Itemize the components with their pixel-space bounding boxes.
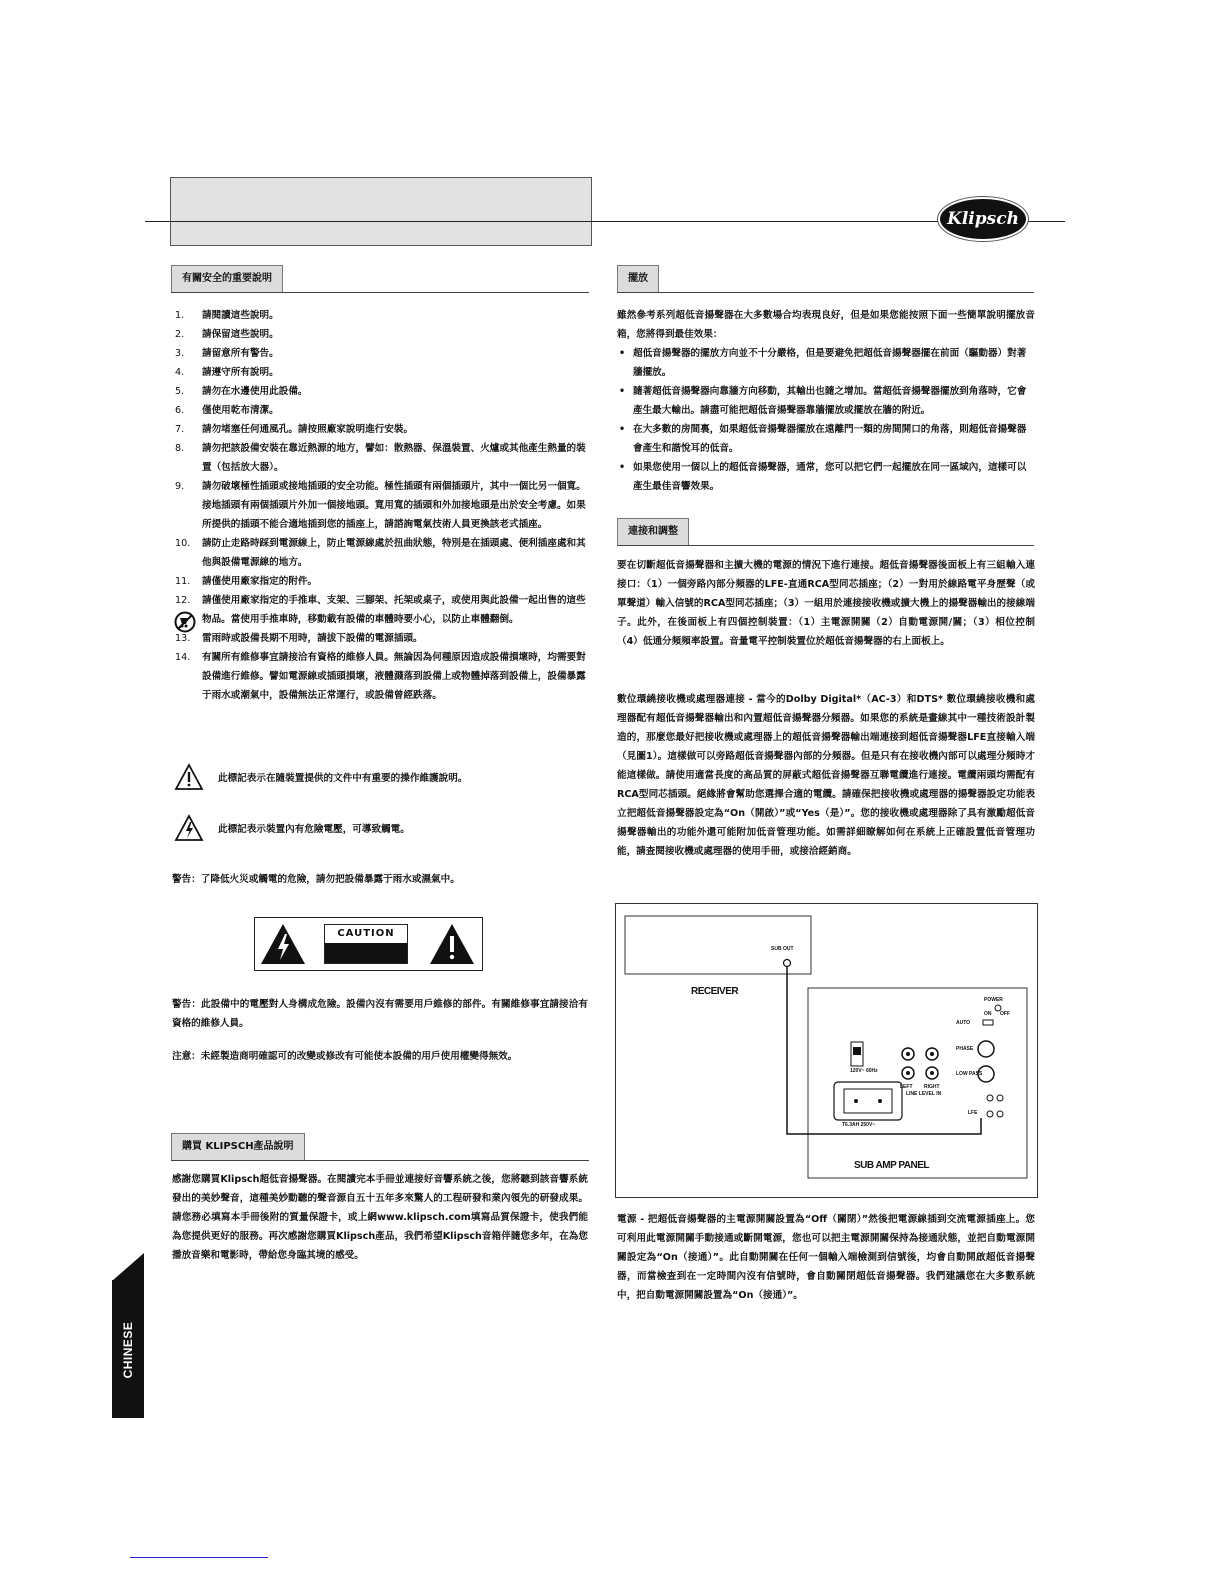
list-item: 13. 雷雨時或設備長期不用時，請拔下設備的電源插頭。 xyxy=(175,633,423,644)
list-item: 14. 有關所有維修事宜請接洽有資格的維修人員。無論因為何種原因造成設備損壞時，均需要對設備進行維修。譬如電源線或插頭損壞，液體濺落到設備上或物體掉落到設備上，設備暴露于雨水或潮氣中，設備無法正常運行，或設備曾經跌落。 xyxy=(175,652,586,701)
list-item: 12. 請僅使用廠家指定的手推車、支架、三腳架、托架或桌子，或使用與此設備一起出售的這些物品。當使用手推車時，移動載有設備的車體時要小心，以防止車體翻倒。 xyxy=(172,591,588,629)
purchase-heading: 購買 KLIPSCH產品說明 xyxy=(171,1133,305,1161)
list-item: 4. 請遵守所有說明。 xyxy=(175,367,279,378)
auto-label: AUTO xyxy=(956,1020,971,1026)
section-divider xyxy=(617,545,1034,546)
connection-diagram xyxy=(615,903,1038,1198)
digital-connection-text: 數位環繞接收機或處理器連接 - 當今的Dolby Digital*（AC-3）和DTS* 數位環繞接收機和處理器配有超低音揚聲器輸出和內置超低音揚聲器分頻器。如果您的系統是畫線其中一種技術設計製造的，那麼您最好把接收機或處理器上的超低音揚聲器輸出端連接到超低音揚聲器LFE直接輸入端（見圖1）。這樣做可以旁路超低音揚聲器內部的分頻器。但是只有在接收機內部可以處理分頻時才能這樣做。請使用適當長度的高品質的屏蔽式超低音揚聲器互聯電纜進行連接。電纜兩頭均需配有RCA型同芯插頭。絕緣將會幫助您選擇合適的電纜。請確保把接收機或處理器的揚聲器設定功能表立把超低音揚聲器設定為“On（開啟）”或“Yes（是）”。您的接收機或處理器除了具有激勵超低音揚聲器輸出的功能外還可能附加低音管理功能。如需詳細瞭解如何在系統上正確設置低音管理功能，請查閱接收機或處理器的使用手冊，或接洽經銷商。 xyxy=(617,694,1035,857)
language-tab-corner xyxy=(112,1253,144,1281)
connection-heading-bar xyxy=(617,518,1034,546)
placement-list xyxy=(617,344,1035,496)
list-item: 3. 請留意所有警告。 xyxy=(175,348,279,359)
placement-heading-bar xyxy=(617,265,1034,293)
list-item: 8. 請勿把該設備安裝在靠近熱源的地方，譬如：散熱器、保溫裝置、火爐或其他產生熱量的裝置（包括放大器）。 xyxy=(175,443,586,473)
list-item: • 在大多數的房間裏，如果超低音揚聲器擺放在遠離門一類的房間開口的角落，則超低音揚聲器會產生和諧悅耳的低音。 xyxy=(617,420,1035,458)
placement-heading: 擺放 xyxy=(617,265,659,293)
note-text: 注意：未經製造商明確認可的改變或修改有可能使本設備的用戶使用權變得無效。 xyxy=(172,1051,518,1062)
receiver-label: RECEIVER xyxy=(691,986,739,997)
caution-label-graphic xyxy=(254,917,483,971)
warning-2: 警告：此設備中的電壓對人身構成危險。設備內沒有需要用戶維修的部件。有關維修事宜請接洽有資格的維修人員。 xyxy=(172,999,588,1029)
purchase-heading-bar xyxy=(171,1133,589,1161)
list-item: • 超低音揚聲器的擺放方向並不十分嚴格，但是要避免把超低音揚聲器擺在前面（驅動器）對著牆擺放。 xyxy=(617,344,1035,382)
list-item: 5. 請勿在水邊使用此設備。 xyxy=(175,386,308,397)
footnote-rule xyxy=(130,1557,268,1558)
line-level-label: LINE LEVEL IN xyxy=(906,1091,942,1097)
connection-diagram-drawing xyxy=(616,904,1037,1197)
on-label: ON xyxy=(984,1011,992,1017)
safety-heading-bar xyxy=(171,265,589,293)
placement-block xyxy=(617,306,1035,496)
list-item: 9. 請勿破壞極性插頭或接地插頭的安全功能。極性插頭有兩個插頭片，其中一個比另一個寬。接地插頭有兩個插頭片外加一個接地頭。寬用寬的插頭和外加接地頭是出於安全考慮。如果所提供的插頭不能合適地插到您的插座上，請諮詢電氣技術人員更換該老式插座。 xyxy=(175,481,586,530)
logo-text: Klipsch xyxy=(947,209,1019,229)
exclamation-triangle-icon xyxy=(428,922,476,966)
connection-intro: 要在切斷超低音揚聲器和主擴大機的電源的情況下進行連接。超低音揚聲器後面板上有三組輸入連接口：（1）一個旁路內部分頻器的LFE-直通RCA型同芯插座；（2）一對用於線路電平身歷聲（或單聲道）輸入信號的RCA型同芯插座；（3）一組用於連接接收機或擴大機上的揚聲器輸出的接線端子。此外，在後面板上有四個控制裝置：（1）主電源開關（2）自動電源開/關；（3）相位控制（4）低通分頻頻率設置。音量電平控制裝置位於超低音揚聲器的右上面板上。 xyxy=(617,560,1035,647)
power-text: 電源 - 把超低音揚聲器的主電源開關設置為“Off（關閉）”然後把電源線插到交流電源插座上。您可利用此電源開關手動接通或斷開電源，您也可以把主電源開關保持為接通狀態，並把自動電源開關設定為“On（接通）”。此自動開關在任何一個輸入端檢測到信號後，均會自動開啟超低音揚聲器，而當檢查到在一定時間內沒有信號時，會自動關閉超低音揚聲器。我們建議您在大多數系統中，把自動電源開關設置為“On（接通）”。 xyxy=(617,1214,1035,1301)
fuse-label: T6.3AH 250V~ xyxy=(842,1122,876,1128)
header-box xyxy=(170,177,592,246)
section-divider xyxy=(171,1160,589,1161)
section-divider xyxy=(617,292,1034,293)
safety-list xyxy=(172,306,588,705)
safety-heading: 有關安全的重要說明 xyxy=(171,265,283,293)
lightning-triangle-icon xyxy=(259,922,307,966)
symbol-note-row-1 xyxy=(174,763,588,791)
crossover-label: LOW PASS xyxy=(956,1071,983,1077)
placement-intro: 雖然參考系列超低音揚聲器在大多數場合均表現良好，但是如果您能按照下面一些簡單說明擺放音箱，您將得到最佳效果： xyxy=(617,310,1035,340)
symbol-note-1: 此標記表示在隨裝置提供的文件中有重要的操作維護說明。 xyxy=(218,773,468,784)
connection-heading: 連接和調整 xyxy=(617,518,689,546)
caution-label xyxy=(324,924,408,964)
right-label: RIGHT xyxy=(924,1084,940,1090)
list-item: 6. 僅使用乾布清潔。 xyxy=(175,405,279,416)
list-item: 11. 請僅使用廠家指定的附件。 xyxy=(175,576,318,587)
section-divider xyxy=(171,292,589,293)
sub-amp-panel-label: SUB AMP PANEL xyxy=(854,1160,929,1171)
list-item: • 如果您使用一個以上的超低音揚聲器，通常，您可以把它們一起擺放在同一區域內，這樣可以產生最佳音響效果。 xyxy=(617,458,1035,496)
caution-text: CAUTION xyxy=(325,925,407,943)
list-item: 1. 請閱讀這些說明。 xyxy=(175,310,279,321)
symbol-note-row-2 xyxy=(174,814,588,842)
list-item: • 隨著超低音揚聲器向靠牆方向移動，其輸出也隨之增加。當超低音揚聲器擺放到角落時，它會產生最大輸出。請盡可能把超低音揚聲器靠牆擺放或擺放在牆的附近。 xyxy=(617,382,1035,420)
list-item: 10. 請防止走路時踩到電源線上，防止電源線處於扭曲狀態，特別是在插頭處、便利插座處和其他與設備電源線的地方。 xyxy=(175,538,586,568)
lfe-label: LFE xyxy=(968,1110,978,1116)
purchase-text: 感謝您購買Klipsch超低音揚聲器。在閱讀完本手冊並連接好音響系統之後，您將聽到該音響系統發出的美妙聲音，這種美妙動聽的聲音源自五十五年多來驚人的工程研發和業內領先的研發成果。請您務必填寫本手冊後附的質量保證卡，或上網www.klipsch.com填寫品質保證卡，使我們能為您提供更好的服務。再次感謝您購買Klipsch產品，我們希望Klipsch音箱伴隨您多年，在為您播放音樂和電影時，帶給您身臨其境的感受。 xyxy=(172,1174,588,1261)
safety-list-container xyxy=(172,306,588,705)
warning-line: 警告：了降低火災或觸電的危險，請勿把設備暴露于雨水或濕氣中。 xyxy=(172,874,460,885)
symbol-note-2: 此標記表示裝置內有危險電壓，可導致觸電。 xyxy=(218,824,410,835)
header-rule xyxy=(145,221,1065,222)
off-label: OFF xyxy=(1000,1011,1010,1017)
klipsch-logo xyxy=(940,199,1026,239)
caution-bar xyxy=(325,943,407,963)
power-label: POWER xyxy=(984,997,1003,1003)
lightning-triangle-icon xyxy=(174,814,204,842)
sub-out-label: SUB OUT xyxy=(771,946,794,952)
list-item: 7. 請勿堵塞任何通風孔。請按照廠家說明進行安裝。 xyxy=(175,424,414,435)
language-label: CHINESE xyxy=(121,1321,135,1379)
phase-label: PHASE xyxy=(956,1046,974,1052)
list-item: 2. 請保留這些說明。 xyxy=(175,329,279,340)
left-label: LEFT xyxy=(900,1084,913,1090)
exclamation-triangle-icon xyxy=(174,763,204,791)
voltage-label: 120V~ 60Hz xyxy=(850,1068,878,1074)
